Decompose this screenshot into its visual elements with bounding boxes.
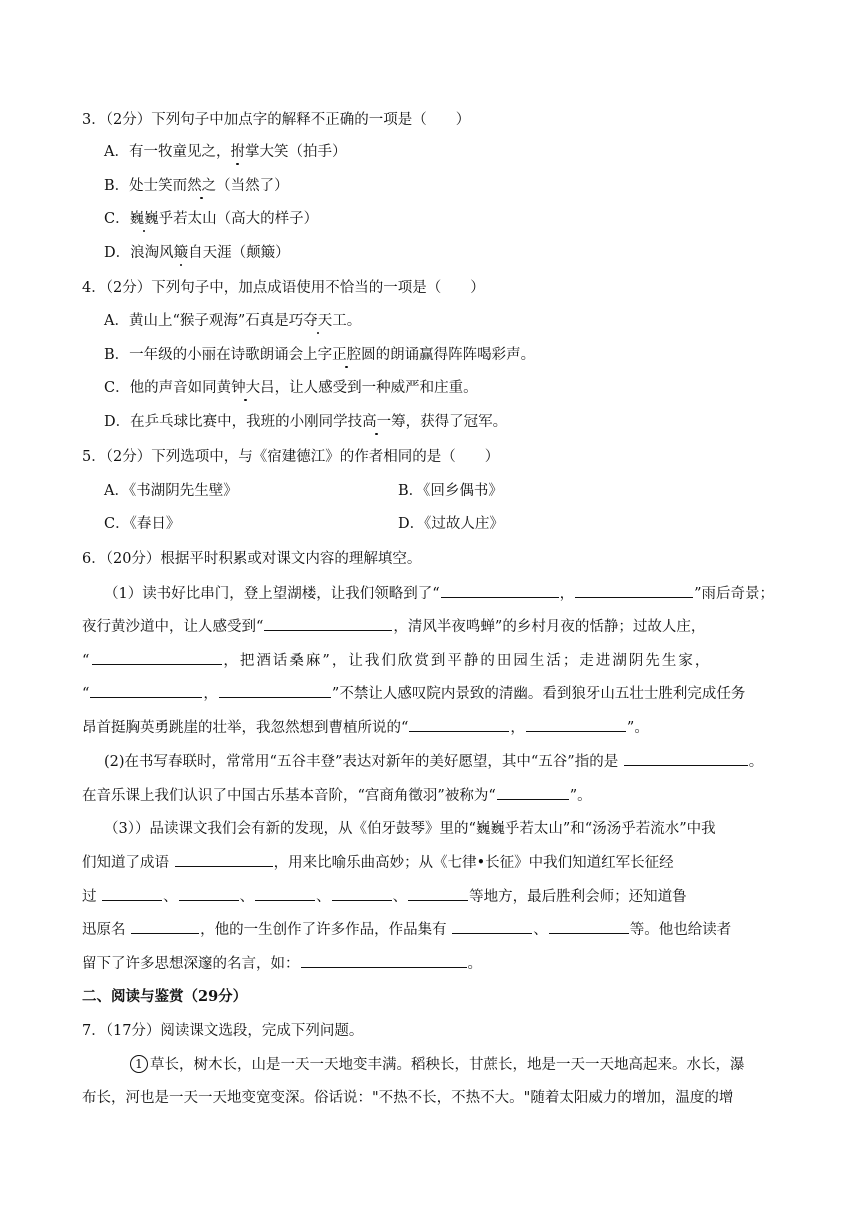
answer-blank[interactable]: [497, 785, 569, 800]
answer-blank[interactable]: [90, 683, 202, 698]
q7-passage-line2: 布长，河也是一天一天地变宽变深。俗话说："不热不长，不热不大。"随着太阳威力的增加，温度的增: [82, 1090, 734, 1106]
q5-option-c[interactable]: C．《春日》: [104, 516, 181, 532]
answer-blank[interactable]: [332, 886, 392, 901]
q5-option-a[interactable]: A．《书湖阴先生壁》: [104, 483, 238, 499]
paragraph-number: 1: [130, 1055, 148, 1073]
answer-blank[interactable]: [526, 717, 626, 732]
q6-p2-line1: (2)在书写春联时，常常用“五谷丰登”表达对新年的美好愿望，其中“五谷”指的是 。: [104, 751, 763, 772]
answer-blank[interactable]: [301, 953, 467, 968]
answer-blank[interactable]: [175, 852, 273, 867]
answer-blank[interactable]: [179, 886, 239, 901]
q6-p1-line4: “ ， ”不禁让人感叹院内景致的清幽。看到狼牙山五壮士胜利完成任务: [82, 683, 745, 704]
q6-p3-line3: 过 、 、 、 、 等地方，最后胜利会师；还知道鲁: [82, 886, 687, 907]
answer-blank[interactable]: [575, 583, 693, 598]
dotted-idiom: 黄钟大吕: [216, 380, 275, 396]
q5-stem: 5．（2分）下列选项中，与《宿建德江》的作者相同的是（ ）: [82, 449, 500, 465]
answer-blank[interactable]: [549, 919, 629, 934]
q4-option-d[interactable]: D．在乒乓球比赛中，我班的小刚同学技高一筹，获得了冠军。: [104, 414, 508, 430]
dotted-char: 然之: [187, 178, 217, 194]
answer-blank[interactable]: [131, 919, 199, 934]
q4-stem: 4．（2分）下列句子中，加点成语使用不恰当的一项是（ ）: [82, 280, 485, 296]
dotted-char: 簸: [173, 245, 189, 261]
answer-blank[interactable]: [624, 751, 748, 766]
q6-p3-line5: 留下了许多思想深邃的名言，如： 。: [82, 953, 482, 974]
q6-stem: 6．（20分）根据平时积累或对课文内容的理解填空。: [82, 551, 422, 567]
dotted-char: 拊: [230, 144, 245, 160]
q7-stem: 7．（17分）阅读课文选段，完成下列问题。: [82, 1023, 364, 1039]
q6-p1-line5: 昂首挺胸英勇跳崖的壮举，我忽然想到曹植所说的“ ， ”。: [82, 717, 649, 738]
section-heading: 二、阅读与鉴赏（29分）: [82, 988, 248, 1005]
q3-stem: 3．（2分）下列句子中加点字的解释不正确的一项是（ ）: [82, 112, 471, 128]
q6-p1-line2: 夜行黄沙道中，让人感受到“ ，清风半夜鸣蝉”的乡村月夜的恬静；过故人庄，: [82, 616, 705, 637]
q7-passage-line1: 1 草长，树木长，山是一天一天地变丰满。稻秧长，甘蔗长，地是一天一天地高起来。水长，瀑: [130, 1055, 745, 1075]
dotted-idiom: 巧夺天工: [288, 313, 347, 329]
dotted-idiom: 技高一筹: [347, 414, 406, 430]
q6-p3-line2: 们知道了成语 ，用来比喻乐曲高妙；从《七律•长征》中我们知道红军长征经: [82, 852, 674, 873]
dotted-idiom: 字正腔圆: [317, 347, 376, 363]
q3-option-a[interactable]: A．有一牧童见之，拊掌大笑（拍手）: [104, 144, 347, 160]
q5-option-b[interactable]: B．《回乡偶书》: [398, 483, 503, 499]
answer-blank[interactable]: [255, 886, 315, 901]
answer-blank[interactable]: [452, 919, 532, 934]
q6-p3-line1: （3））品读课文我们会有新的发现，从《伯牙鼓琴》里的“巍巍乎若太山”和“汤汤乎若流水”中我: [104, 821, 716, 837]
answer-blank[interactable]: [409, 717, 509, 732]
answer-blank[interactable]: [92, 650, 222, 665]
q3-option-c[interactable]: C．巍巍乎若太山（高大的样子）: [104, 211, 319, 227]
answer-blank[interactable]: [264, 616, 392, 631]
q6-p3-line4: 迅原名 ，他的一生创作了许多作品，作品集有 、 等。他也给读者: [82, 919, 731, 940]
dotted-char: 巍巍: [129, 211, 159, 227]
answer-blank[interactable]: [441, 583, 559, 598]
q3-option-b[interactable]: B．处士笑而然之（当然了）: [104, 178, 289, 194]
q6-p2-line2: 在音乐课上我们认识了中国古乐基本音阶，“宫商角徵羽”被称为“ ”。: [82, 785, 592, 806]
answer-blank[interactable]: [408, 886, 468, 901]
answer-blank[interactable]: [219, 683, 331, 698]
q6-p1-line1: （1）读书好比串门，登上望湖楼，让我们领略到了“ ， ”雨后奇景；: [104, 583, 774, 604]
answer-blank[interactable]: [102, 886, 162, 901]
q4-option-a[interactable]: A．黄山上“猴子观海”石真是巧夺天工。: [104, 313, 362, 329]
q4-option-c[interactable]: C．他的声音如同黄钟大吕，让人感受到一种威严和庄重。: [104, 380, 478, 396]
q4-option-b[interactable]: B．一年级的小丽在诗歌朗诵会上字正腔圆的朗诵赢得阵阵喝彩声。: [104, 347, 536, 363]
q3-option-d[interactable]: D．浪淘风簸自天涯（颠簸）: [104, 245, 290, 261]
q5-option-d[interactable]: D．《过故人庄》: [398, 516, 504, 532]
q6-p1-line3: “ ，把酒话桑麻”，让我们欣赏到平静的田园生活；走进湖阴先生家，: [82, 650, 711, 671]
